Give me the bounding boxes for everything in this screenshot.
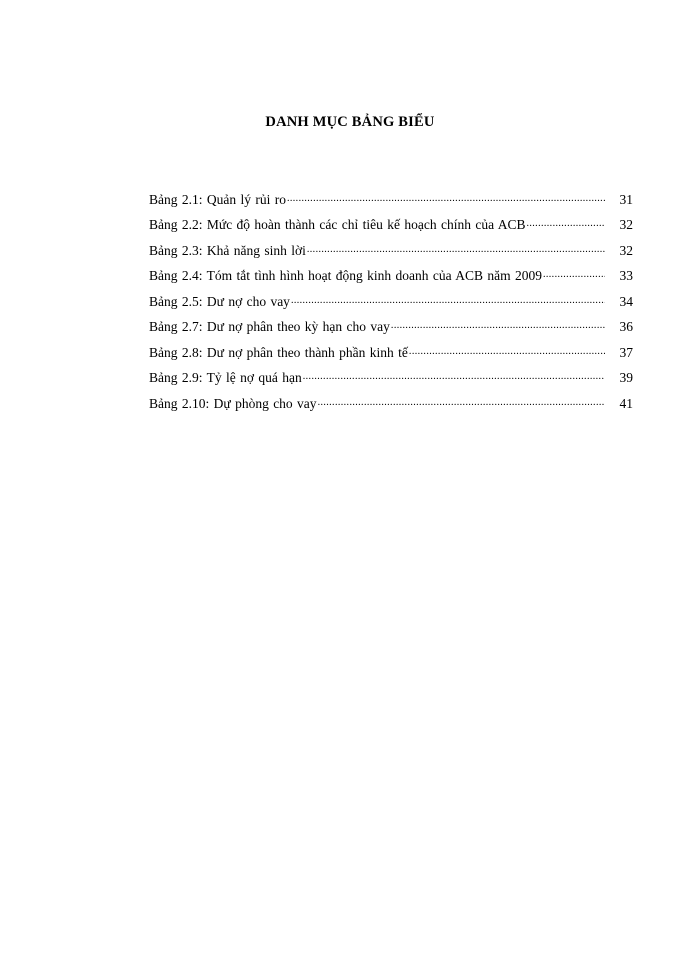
toc-entry-label: Bảng 2.1: Quản lý rủi ro: [149, 191, 286, 207]
toc-entry: [149, 267, 633, 293]
toc-entry-page: 31: [619, 191, 633, 207]
dot-leader: [303, 369, 605, 383]
toc-entry-page: 33: [619, 268, 633, 283]
toc-entry-page: 41: [619, 395, 633, 411]
toc-entry-page: 36: [619, 319, 633, 334]
toc-entry: [149, 216, 633, 242]
toc-entry-label: Bảng 2.4: Tóm tắt tình hình hoạt động kinh doanh của ACB năm 2009: [149, 268, 542, 283]
toc-entry: [149, 343, 633, 369]
toc-entry-label: Bảng 2.8: Dư nợ phân theo thành phần kinh tế: [149, 344, 408, 360]
toc-entry: [149, 292, 633, 318]
dot-leader: [318, 394, 605, 408]
table-list: [149, 190, 633, 420]
toc-entry-label: Bảng 2.3: Khả năng sinh lời: [149, 242, 306, 258]
toc-entry: [149, 241, 633, 267]
toc-entry-page: 37: [619, 344, 633, 360]
dot-leader: [409, 343, 605, 357]
toc-entry-page: 32: [619, 242, 633, 258]
toc-entry: [149, 318, 633, 344]
dot-leader: [543, 267, 605, 281]
dot-leader: [526, 216, 605, 230]
toc-entry-label: Bảng 2.9: Tỷ lệ nợ quá hạn: [149, 370, 302, 385]
toc-entry-label: Bảng 2.2: Mức độ hoàn thành các chỉ tiêu kế hoạch chính của ACB: [149, 217, 526, 232]
toc-entry: [149, 190, 633, 216]
toc-entry-label: Bảng 2.7: Dư nợ phân theo kỳ hạn cho vay: [149, 319, 390, 334]
toc-entry-label: Bảng 2.10: Dự phòng cho vay: [149, 395, 317, 411]
dot-leader: [391, 318, 605, 332]
dot-leader: [287, 190, 605, 204]
dot-leader: [307, 241, 605, 255]
toc-entry: [149, 369, 633, 395]
toc-entry-page: 39: [619, 370, 633, 385]
toc-entry-page: 34: [619, 293, 633, 309]
toc-entry-label: Bảng 2.5: Dư nợ cho vay: [149, 293, 290, 309]
dot-leader: [291, 292, 605, 306]
page-title: DANH MỤC BẢNG BIỂU: [265, 114, 435, 130]
toc-entry-page: 32: [619, 217, 633, 232]
toc-entry: [149, 394, 633, 420]
